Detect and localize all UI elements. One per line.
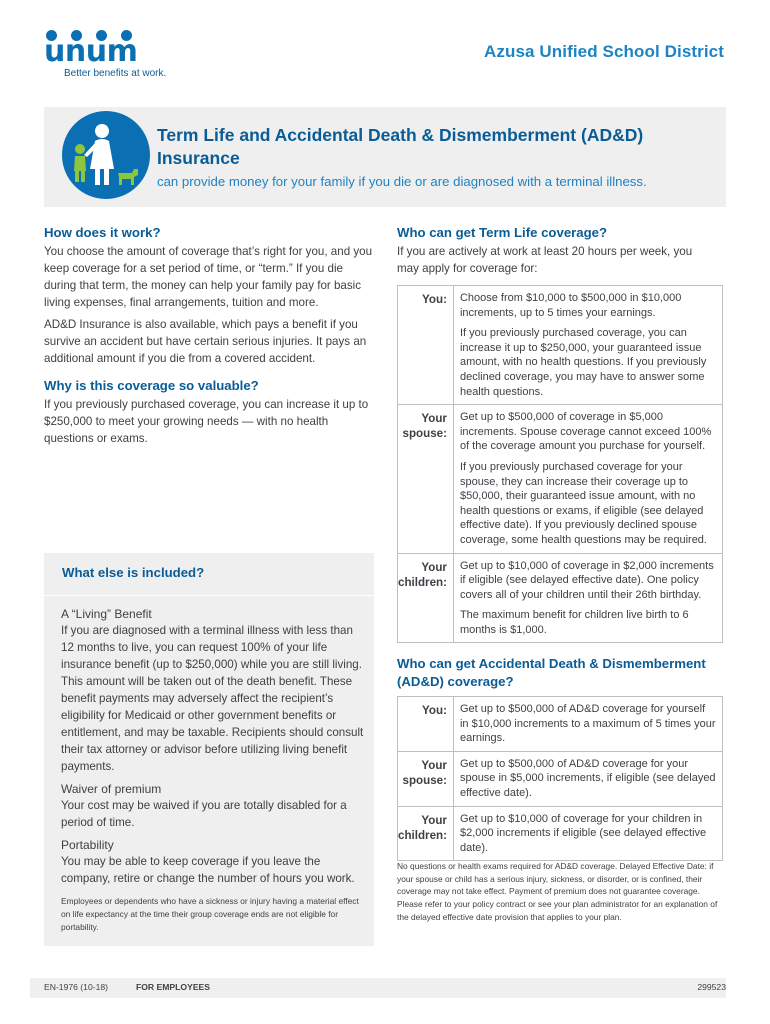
how-section [44, 225, 374, 367]
logo-wordmark: unum [44, 34, 138, 69]
table-row [398, 806, 723, 861]
divider [44, 595, 374, 596]
coverage-text: Get up to $10,000 of coverage for your children in $2,000 increments if eligible (see delayed effective date). [453, 806, 722, 861]
footer [30, 978, 726, 998]
add-heading: Who can get Accidental Death & Dismemberment (AD&D) coverage? [397, 656, 706, 689]
living-benefit-title: A “Living” Benefit [61, 607, 152, 621]
term-heading: Who can get Term Life coverage? [397, 225, 608, 240]
why-section [44, 378, 374, 447]
term-section [397, 225, 727, 277]
living-benefit-text: If you are diagnosed with a terminal illness with less than 12 months to live, you can request 100% of your life insurance benefit (up to $250,000) while you are still living. This amount will be taken out of the death benefit. These benefit payments may adversely affect the recipient’s eligibility for Medicaid or other government benefits or entitlement, and may be taxable. Recipients should consult their tax attorney or advisor before utilizing living benefit payments. [61, 624, 364, 773]
coverage-text: Get up to $500,000 of AD&D coverage for yourself in $10,000 increments to a maximum of 5 times your earnings. [453, 697, 722, 752]
included-heading: What else is included? [62, 565, 205, 580]
family-icon [62, 111, 150, 199]
district-name: Azusa Unified School District [484, 42, 724, 61]
add-section [397, 655, 727, 691]
table-row [398, 286, 723, 405]
coverage-who: Your spouse: [398, 405, 454, 553]
portability-text: You may be able to keep coverage if you leave the company, retire or change the number of hours you work. [61, 855, 355, 885]
table-row [398, 405, 723, 553]
logo-tagline: Better benefits at work. [64, 68, 167, 79]
portability-title: Portability [61, 838, 114, 852]
form-code: EN-1976 (10-18) [44, 982, 109, 992]
table-row [398, 553, 723, 643]
coverage-who: You: [398, 697, 454, 752]
table-row [398, 751, 723, 806]
coverage-text: Choose from $10,000 to $500,000 in $10,000 increments, up to 5 times your earnings. [459, 292, 682, 319]
coverage-who: Your children: [398, 553, 454, 643]
coverage-text: Get up to $500,000 of coverage in $5,000 increments. Spouse coverage cannot exceed 100% of the coverage amount you purchase for yourself. [459, 411, 712, 453]
waiver-title: Waiver of premium [61, 782, 162, 796]
term-intro: If you are actively at work at least 20 hours per week, you may apply for coverage for: [397, 245, 693, 275]
coverage-who: Your children: [398, 806, 454, 861]
add-coverage-table [397, 696, 723, 861]
how-paragraph-2: AD&D Insurance is also available, which pays a benefit if you survive an accident but have certain serious injuries. It pays an additional amount if you die from a covered accident. [44, 318, 367, 365]
coverage-text: Get up to $10,000 of coverage in $2,000 increments if eligible (see delayed effective date). One policy covers all of your children until their 26th birthday. [459, 559, 714, 601]
page-subtitle: can provide money for your family if you die or are diagnosed with a terminal illness. [157, 174, 647, 189]
why-paragraph: If you previously purchased coverage, you can increase it up to $250,000 to meet your growing needs — with no health questions or exams. [44, 398, 369, 445]
coverage-who: Your spouse: [398, 751, 454, 806]
coverage-who: You: [398, 286, 454, 405]
add-fine-print: No questions or health exams required for AD&D coverage. Delayed Effective Date: if your spouse or child has a serious injury, sickness, or disorder, or is confined, their coverage may not take effect. Payment of premium does not guarantee coverage. Please refer to your policy contract or see your plan administrator for an explanation of the delayed effective date provision that applies to your plan. [397, 861, 718, 922]
included-box [44, 553, 374, 946]
waiver-text: Your cost may be waived if you are totally disabled for a period of time. [61, 799, 347, 829]
why-heading: Why is this coverage so valuable? [44, 378, 259, 393]
doc-number: 299523 [697, 982, 726, 992]
coverage-text: The maximum benefit for children live birth to 6 months is $1,000. [459, 609, 689, 636]
how-heading: How does it work? [44, 225, 161, 240]
page-title: Term Life and Accidental Death & Dismemberment (AD&D) Insurance [157, 125, 644, 168]
portability-fine-print: Employees or dependents who have a sickness or injury having a material effect on life expectancy at the time their group coverage ends are not eligible for portability. [61, 896, 359, 932]
coverage-text: If you previously purchased coverage for your spouse, they can increase their coverage up to $50,000, their guaranteed issue amount, with no health questions or exams, if eligible (see delayed effective date). If you previously declined spouse coverage, some health questions may be required. [459, 460, 707, 546]
audience-label: FOR EMPLOYEES [136, 982, 211, 992]
coverage-text: Get up to $500,000 of AD&D coverage for your spouse in $5,000 increments, if eligible (see delayed effective date). [453, 751, 722, 806]
how-paragraph-1: You choose the amount of coverage that’s right for you, and you keep coverage for a set period of time, or “term.” If you die during that term, the money can help your family pay for basic living expenses, final arrangements, tuition and more. [44, 245, 373, 309]
coverage-text: If you previously purchased coverage, you can increase it up to $250,000, your guaranteed issue amount, with no health questions. If you previously declined coverage, you may have to answer some health questions. [459, 327, 707, 398]
term-coverage-table [397, 285, 723, 643]
table-row [398, 697, 723, 752]
